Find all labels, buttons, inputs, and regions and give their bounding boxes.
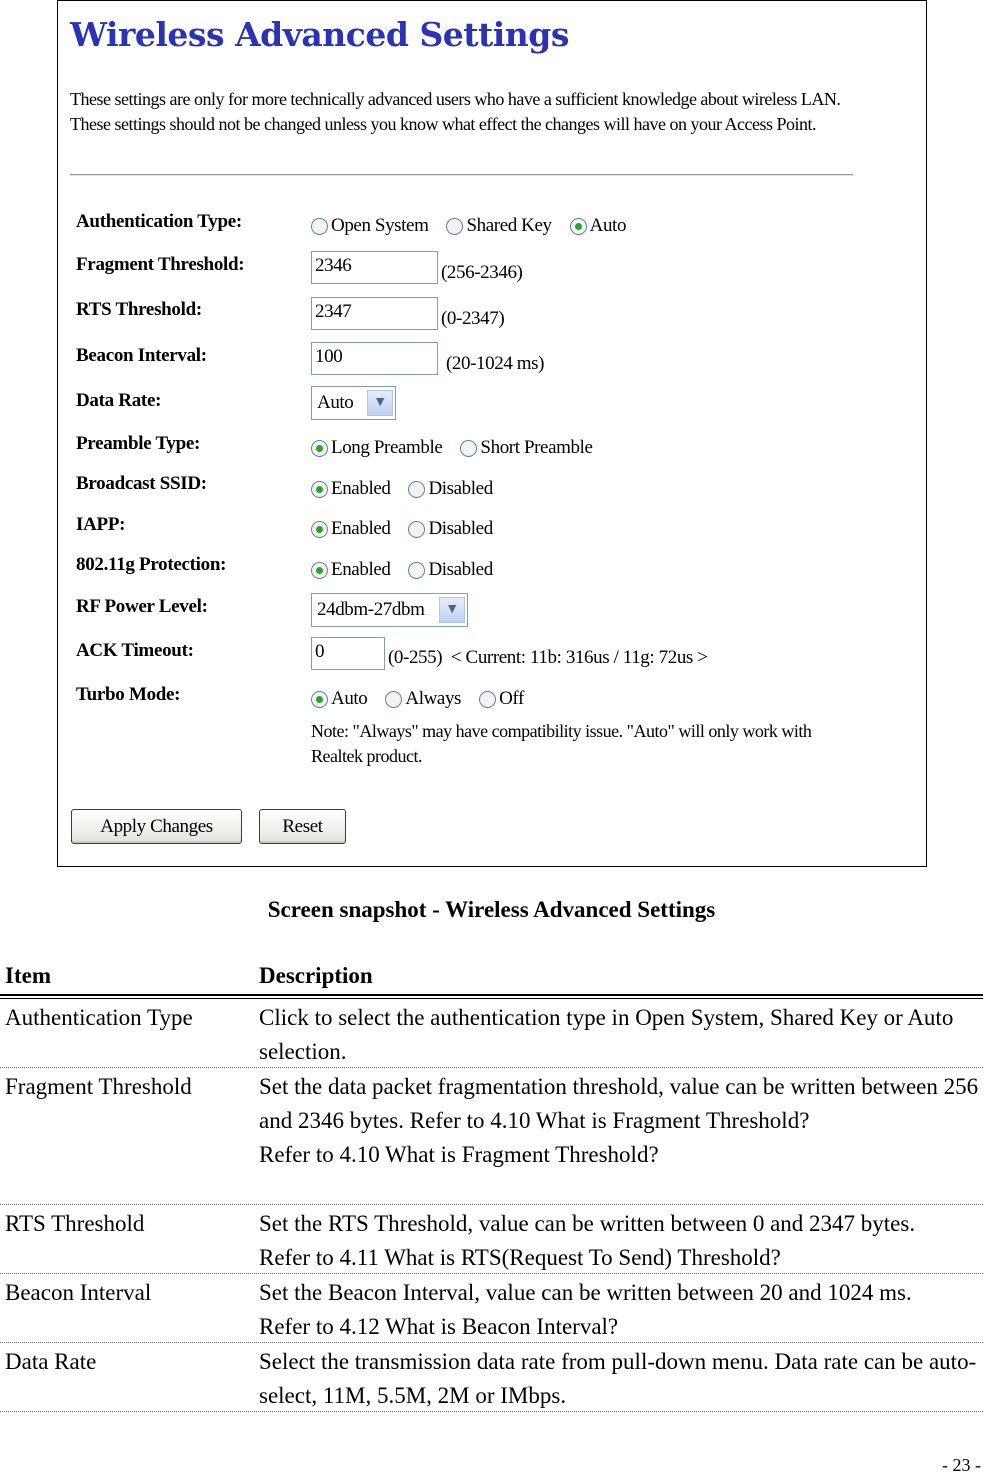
option-label: Enabled	[331, 559, 391, 580]
iapp-enabled-option[interactable]	[311, 518, 390, 540]
turbo-mode-group	[311, 688, 542, 710]
broadcast-ssid-disabled-option[interactable]	[408, 478, 492, 500]
protection-group	[311, 559, 511, 581]
row-description-main: Set the RTS Threshold, value can be written between 0 and 2347 bytes.	[259, 1211, 916, 1236]
data-rate-group	[311, 386, 396, 420]
row-item: Authentication Type	[5, 1005, 193, 1030]
option-label: Enabled	[331, 478, 391, 499]
broadcast-ssid-label: Broadcast SSID:	[76, 473, 207, 494]
beacon-interval-label: Beacon Interval:	[76, 345, 207, 366]
fragment-threshold-group	[311, 251, 522, 284]
screenshot-frame	[57, 0, 927, 867]
row-description-main: Set the data packet fragmentation threshold, value can be written between 256 and 2346 bytes. Refer to 4.10 What is Fragment Threshold?	[259, 1074, 979, 1133]
rf-power-group	[311, 593, 468, 627]
radio-selected-icon[interactable]	[311, 440, 328, 457]
apply-changes-button[interactable]: Apply Changes	[71, 809, 242, 844]
auth-shared-key-option[interactable]	[446, 215, 551, 237]
preamble-long-option[interactable]	[311, 437, 442, 459]
radio-selected-icon[interactable]	[311, 562, 328, 579]
fragment-threshold-input[interactable]: 2346	[311, 251, 438, 284]
ack-timeout-hint: (0-255) < Current: 11b: 316us / 11g: 72us >	[388, 646, 708, 668]
option-label: Open System	[331, 215, 429, 236]
chevron-down-icon[interactable]: ▼	[367, 390, 393, 416]
data-rate-select[interactable]	[311, 386, 396, 420]
page-title: Wireless Advanced Settings	[70, 15, 569, 54]
radio-icon[interactable]	[408, 481, 425, 498]
turbo-auto-option[interactable]	[311, 688, 367, 710]
fragment-threshold-label: Fragment Threshold:	[76, 254, 245, 275]
radio-icon[interactable]	[460, 440, 477, 457]
row-item: Fragment Threshold	[5, 1074, 192, 1099]
rts-threshold-input[interactable]: 2347	[311, 297, 438, 330]
radio-selected-icon[interactable]	[311, 521, 328, 538]
radio-icon[interactable]	[446, 218, 463, 235]
auth-open-system-option[interactable]	[311, 215, 428, 237]
rf-power-select[interactable]	[311, 593, 468, 627]
row-item: Beacon Interval	[5, 1280, 152, 1305]
iapp-label: IAPP:	[76, 514, 126, 535]
radio-icon[interactable]	[408, 562, 425, 579]
preamble-short-option[interactable]	[460, 437, 592, 459]
preamble-type-label: Preamble Type:	[76, 433, 201, 454]
page-number: - 23 -	[942, 1455, 981, 1473]
figure-caption: Screen snapshot - Wireless Advanced Settings	[267, 897, 716, 922]
protection-label: 802.11g Protection:	[76, 554, 227, 575]
option-label: Auto	[589, 215, 627, 236]
row-description-ref: Refer to 4.12 What is Beacon Interval?	[259, 1314, 619, 1339]
iapp-disabled-option[interactable]	[408, 518, 492, 540]
turbo-mode-label: Turbo Mode:	[76, 684, 181, 705]
ack-timeout-input[interactable]: 0	[311, 637, 385, 670]
beacon-interval-input[interactable]: 100	[311, 342, 438, 375]
table-row	[0, 1207, 983, 1274]
beacon-interval-hint: (20-1024 ms)	[446, 352, 545, 374]
broadcast-ssid-enabled-option[interactable]	[311, 478, 390, 500]
row-item: Data Rate	[5, 1349, 97, 1374]
table-row	[0, 1001, 983, 1068]
row-description-ref: Refer to 4.11 What is RTS(Request To Send) Threshold?	[259, 1245, 781, 1270]
option-label: Shared Key	[466, 215, 552, 236]
intro-text: These settings are only for more technically advanced users who have a sufficient knowledge about wireless LAN. These settings should not be changed unless you know what effect the changes will have on your Access Point.	[70, 89, 841, 134]
ack-timeout-label: ACK Timeout:	[76, 640, 194, 661]
turbo-note: Note: "Always" may have compatibility issue. "Auto" will only work with Realtek product.	[311, 721, 812, 766]
rf-power-label: RF Power Level:	[76, 596, 208, 617]
row-description	[259, 1207, 989, 1275]
option-label: Auto	[331, 688, 368, 709]
radio-selected-icon[interactable]	[311, 691, 328, 708]
header-rule	[0, 994, 983, 996]
preamble-type-group	[311, 437, 611, 459]
table-header-description: Description	[259, 963, 373, 988]
rts-threshold-hint: (0-2347)	[441, 307, 505, 329]
reset-button[interactable]: Reset	[259, 809, 346, 844]
turbo-always-option[interactable]	[385, 688, 461, 710]
auth-type-group	[311, 215, 644, 237]
iapp-group	[311, 518, 511, 540]
radio-icon[interactable]	[479, 691, 496, 708]
chevron-down-icon[interactable]: ▼	[439, 597, 465, 623]
broadcast-ssid-group	[311, 478, 511, 500]
table-row	[0, 1276, 983, 1343]
turbo-off-option[interactable]	[479, 688, 524, 710]
option-label: Off	[499, 688, 524, 709]
auth-type-label: Authentication Type:	[76, 211, 242, 232]
option-label: Disabled	[428, 518, 493, 539]
option-label: Long Preamble	[331, 437, 443, 458]
radio-selected-icon[interactable]	[311, 481, 328, 498]
protection-enabled-option[interactable]	[311, 559, 390, 581]
data-rate-label: Data Rate:	[76, 390, 162, 411]
data-rate-value: Auto	[317, 392, 354, 413]
row-description: Click to select the authentication type in Open System, Shared Key or Auto selection.	[259, 1005, 954, 1064]
radio-icon[interactable]	[311, 218, 328, 235]
rts-threshold-label: RTS Threshold:	[76, 299, 202, 320]
row-description: Select the transmission data rate from pull-down menu. Data rate can be auto-select, 11M, 5.5M, 2M or IMbps.	[259, 1349, 977, 1408]
table-header-item: Item	[5, 963, 51, 988]
option-label: Always	[405, 688, 462, 709]
row-description	[259, 1070, 983, 1172]
ack-timeout-group	[311, 637, 708, 670]
auth-auto-option[interactable]	[570, 215, 626, 237]
radio-icon[interactable]	[408, 521, 425, 538]
row-description	[259, 1276, 983, 1344]
option-label: Disabled	[428, 559, 493, 580]
fragment-threshold-hint: (256-2346)	[441, 261, 523, 283]
radio-selected-icon[interactable]	[570, 218, 587, 235]
beacon-interval-group	[311, 342, 544, 375]
radio-icon[interactable]	[385, 691, 402, 708]
option-label: Short Preamble	[480, 437, 593, 458]
table-row	[0, 1070, 983, 1205]
protection-disabled-option[interactable]	[408, 559, 492, 581]
row-description-ref: Refer to 4.10 What is Fragment Threshold?	[259, 1142, 659, 1167]
header-rule	[0, 998, 983, 999]
row-item: RTS Threshold	[5, 1211, 145, 1236]
rf-power-value: 24dbm-27dbm	[317, 599, 425, 620]
row-description-main: Set the Beacon Interval, value can be written between 20 and 1024 ms.	[259, 1280, 912, 1305]
rts-threshold-group	[311, 297, 504, 330]
divider	[70, 174, 853, 176]
option-label: Enabled	[331, 518, 391, 539]
option-label: Disabled	[428, 478, 493, 499]
table-row	[0, 1345, 983, 1412]
